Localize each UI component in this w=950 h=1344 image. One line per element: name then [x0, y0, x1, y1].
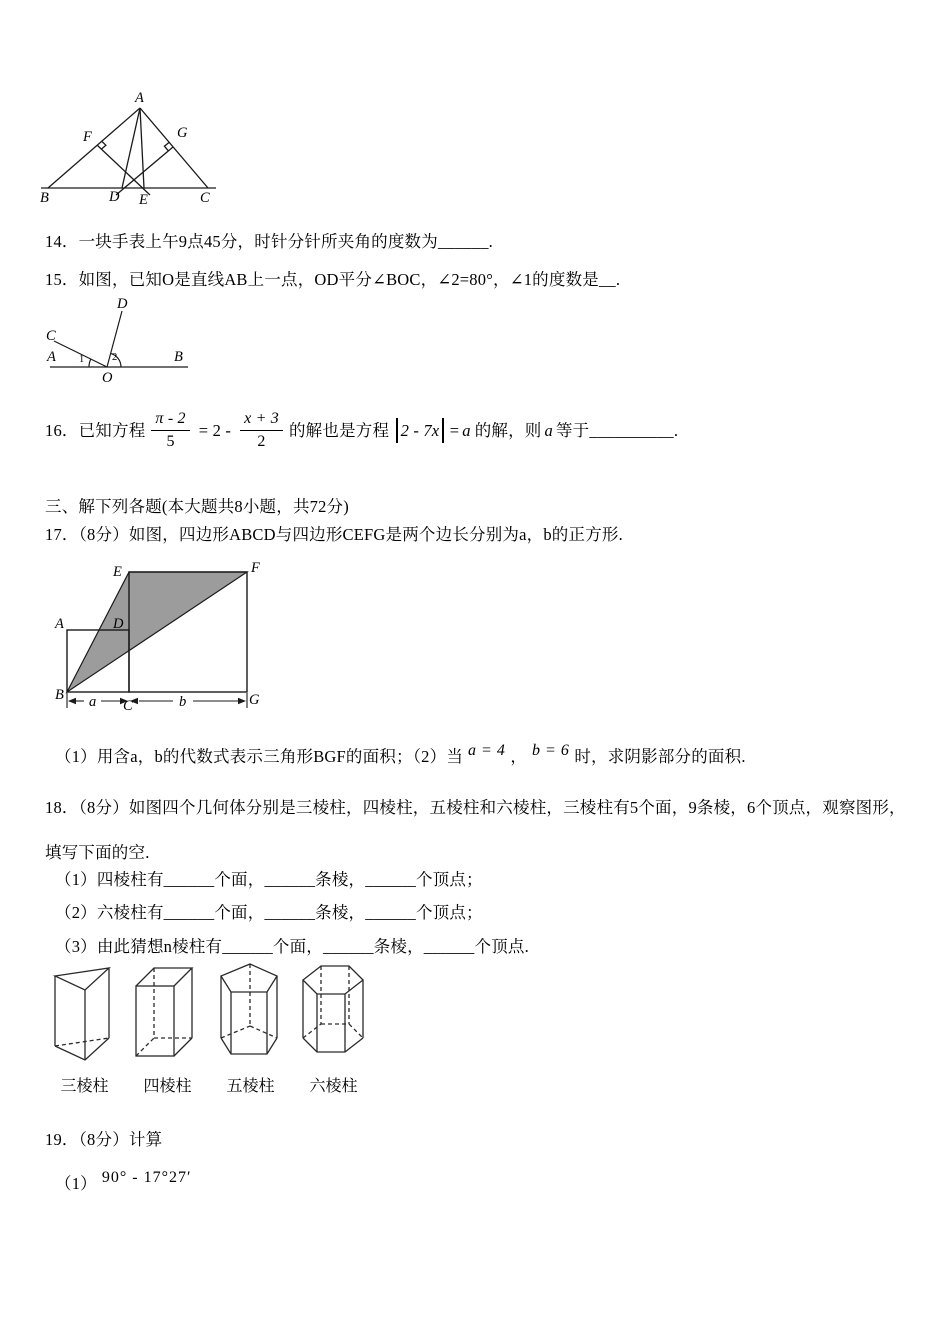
fig2-label-angle1: 1 [79, 354, 85, 365]
hexagonal-prism-lines [303, 966, 363, 1052]
fig1-label-f: F [83, 129, 92, 145]
question-17: 17．（8分）如图，四边形ABCD与四边形CEFG是两个边长分别为a，b的正方形. [45, 525, 623, 544]
fig3-label-a: A [55, 616, 64, 632]
q16-eq: = [449, 421, 460, 441]
triangle-lines [41, 108, 216, 195]
fig2-label-a: A [47, 349, 56, 365]
q16-frac1-denominator: 5 [166, 433, 175, 451]
fig1-label-d: D [109, 189, 120, 205]
shaded-triangle [67, 572, 247, 692]
fig1-label-a: A [135, 90, 144, 106]
question-14: 14．一块手表上午9点45分，时针分针所夹角的度数为______. [45, 232, 493, 251]
q16-text3: 的解，则 [474, 421, 542, 441]
section-3-header: 三、解下列各题(本大题共8小题，共72分) [45, 497, 349, 516]
q16-lead: 16．已知方程 [45, 421, 146, 441]
fig3-label-len-b: b [179, 694, 187, 710]
q16-absolute-value [393, 418, 471, 443]
fig3-label-f: F [251, 560, 260, 576]
prism-label-3: 三棱柱 [60, 1078, 109, 1095]
triangular-prism-drawing [47, 960, 122, 1068]
triangular-prism-lines [55, 968, 109, 1060]
abs-bar-left [396, 418, 397, 443]
question-18-item2: （2）六棱柱有______个面，______条棱，______个顶点； [55, 903, 483, 922]
abs-bar-right [442, 418, 443, 443]
fig1-label-e: E [139, 192, 148, 208]
fig2-label-c: C [46, 328, 56, 344]
question-17-parts [55, 742, 746, 769]
question-19: 19．（8分）计算 [45, 1130, 163, 1149]
fig1-label-b: B [40, 190, 49, 206]
fig3-label-d: D [113, 616, 124, 632]
q16-frac2-numerator: x + 3 [240, 410, 283, 431]
prism-pentagonal [213, 960, 288, 1096]
q16-fraction-2 [240, 410, 283, 452]
fig2-label-d: D [117, 296, 128, 312]
question-18: 18．（8分）如图四个几何体分别是三棱柱，四棱柱，五棱柱和六棱柱，三棱柱有5个面，9条棱，6个顶点，观察图形，填写下面的空. [45, 798, 906, 862]
fig3-label-b: B [55, 687, 64, 703]
fig3-label-len-a: a [89, 694, 97, 710]
question-18-item3: （3）由此猜想n棱柱有______个面，______条棱，______个顶点. [55, 937, 529, 956]
angle-lines [50, 311, 188, 367]
fig2-label-b: B [174, 349, 183, 365]
question-18-item1: （1）四棱柱有______个面，______条棱，______个顶点； [55, 870, 483, 889]
figure-triangle [40, 88, 225, 218]
prism-hexagonal [296, 960, 371, 1096]
q19-expression: 90° - 17°27′ [101, 1169, 192, 1186]
q16-text2: 的解也是方程 [288, 421, 390, 441]
quadrangular-prism-lines [136, 968, 192, 1056]
question-15: 15．如图，已知O是直线AB上一点，OD平分∠BOC，∠2=80°，∠1的度数是__. [45, 270, 621, 289]
q19-item1-number: （1） [55, 1174, 97, 1193]
fig1-label-g: G [177, 125, 188, 141]
fig3-label-c: C [123, 698, 133, 714]
q17-sub2: 时，求阴影部分的面积. [574, 747, 746, 766]
fig2-label-o: O [102, 370, 113, 386]
pentagonal-prism-lines [221, 964, 277, 1054]
figure-angle-rays [45, 298, 195, 386]
figure-prisms [47, 960, 371, 1096]
q16-a-var: a [462, 421, 471, 441]
q16-frac2-denominator: 2 [257, 433, 266, 451]
prism-triangular [47, 960, 122, 1096]
figure-squares [55, 558, 270, 723]
question-16 [45, 410, 678, 452]
q17-b-equals: b = 6 [532, 742, 570, 759]
fig2-label-angle2: 2 [112, 352, 118, 363]
q17-comma: ， [510, 747, 528, 766]
q16-abs-content: 2 - 7x [400, 421, 440, 441]
q16-mid: = 2 - [198, 421, 232, 441]
prism-label-6: 六棱柱 [309, 1078, 358, 1095]
quadrangular-prism-drawing [130, 960, 205, 1068]
prism-label-5: 五棱柱 [226, 1078, 275, 1095]
q16-fraction-1 [151, 410, 189, 452]
question-19-item1 [55, 1169, 196, 1196]
fig3-label-e: E [113, 564, 122, 580]
q16-frac1-numerator: π - 2 [151, 410, 189, 431]
q17-a-equals: a = 4 [468, 742, 506, 759]
hexagonal-prism-drawing [296, 960, 371, 1068]
q16-a-var2: a [544, 421, 553, 441]
prism-label-4: 四棱柱 [143, 1078, 192, 1095]
q17-sub1: （1）用含a，b的代数式表示三角形BGF的面积；（2）当 [55, 747, 464, 766]
q16-text4: 等于__________. [555, 421, 679, 441]
fig1-label-c: C [200, 190, 210, 206]
prism-quadrangular [130, 960, 205, 1096]
pentagonal-prism-drawing [213, 960, 288, 1068]
fig3-label-g: G [249, 692, 260, 708]
